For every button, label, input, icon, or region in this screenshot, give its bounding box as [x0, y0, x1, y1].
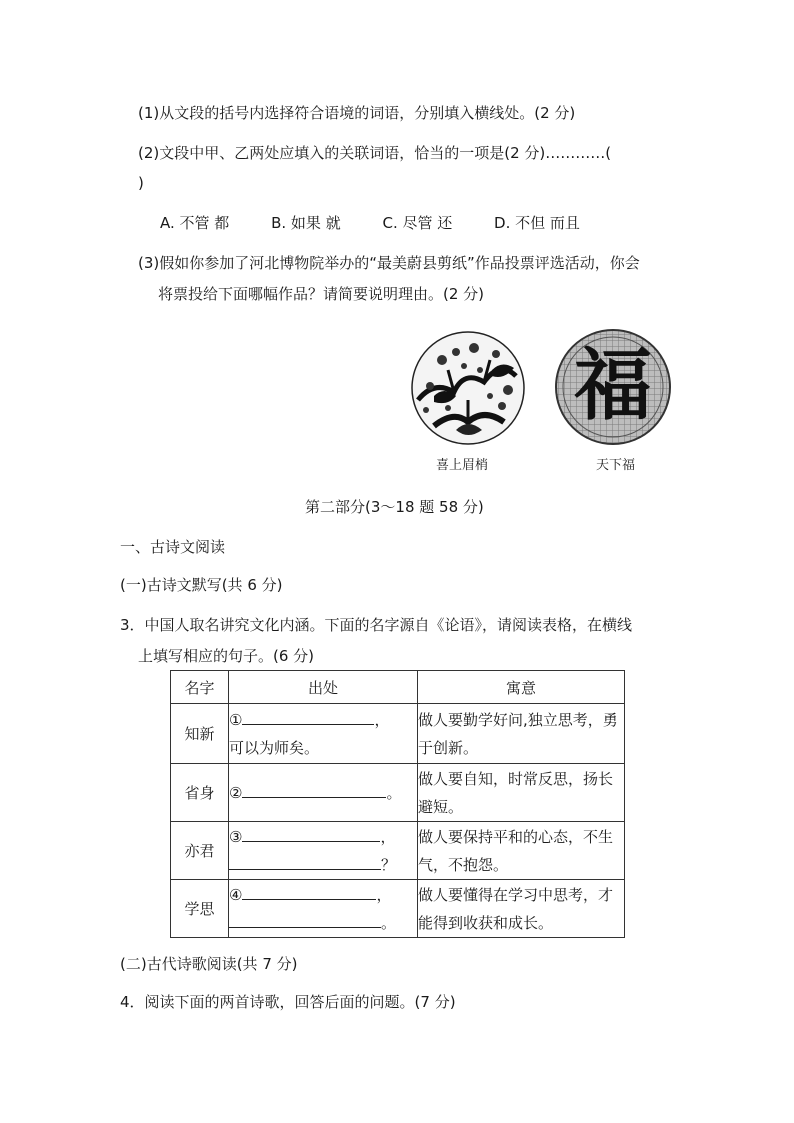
table-row: [171, 880, 625, 938]
papercut-magpie-plum-image: [404, 330, 532, 446]
row-meaning: 做人要保持平和的心态，不生气，不抱怨。: [418, 822, 625, 880]
row-meaning: 做人要自知，时常反思，扬长避短。: [418, 764, 625, 822]
header-name: 名字: [171, 671, 229, 704]
option-a: A. 不管 都: [160, 214, 230, 232]
question-1-text: (1)从文段的括号内选择符合语境的词语，分别填入横线处。(2 分): [138, 104, 576, 122]
row-source: ③ ， ？: [229, 822, 418, 880]
option-d: D. 不但 而且: [494, 214, 580, 232]
question-2-text: (2)文段中甲、乙两处应填入的关联词语，恰当的一项是(2 分)…………(: [138, 144, 612, 162]
fill-blank-3b[interactable]: [229, 853, 381, 870]
header-meaning: 寓意: [418, 671, 625, 704]
fill-blank-3a[interactable]: [242, 825, 380, 842]
table-header-row: [171, 671, 625, 704]
fill-blank-4a[interactable]: [242, 883, 376, 900]
question-3-text: (3)假如你参加了河北博物院举办的“最美蔚县剪纸”作品投票评选活动，你会: [138, 254, 640, 272]
row-meaning: 做人要勤学好问,独立思考，勇于创新。: [418, 704, 625, 764]
subsection-heading-recitation: (一)古诗文默写(共 6 分): [120, 576, 283, 594]
row-source: ④ ， 。: [229, 880, 418, 938]
header-source: 出处: [229, 671, 418, 704]
question-3-text-cont: 将票投给下面哪幅作品？请简要说明理由。(2 分): [158, 285, 485, 303]
section-heading-ancient-poetry: 一、古诗文阅读: [120, 538, 226, 556]
fill-blank-4b[interactable]: [229, 911, 381, 928]
table-row: [171, 822, 625, 880]
row-name: 亦君: [171, 822, 229, 880]
left-image-caption: 喜上眉梢: [436, 458, 489, 473]
row-name: 知新: [171, 704, 229, 764]
row-meaning: 做人要懂得在学习中思考，才能得到收获和成长。: [418, 880, 625, 938]
question-2-bracket-close: ): [138, 174, 144, 192]
subsection-heading-poetry-reading: (二)古代诗歌阅读(共 7 分): [120, 955, 298, 973]
fu-character-glyph: 福: [573, 340, 652, 431]
fill-blank-1[interactable]: [242, 708, 374, 725]
right-image-caption: 天下福: [596, 458, 636, 473]
answer-options: [160, 212, 617, 233]
fill-blank-2[interactable]: [242, 781, 386, 798]
option-b: B. 如果 就: [271, 214, 341, 232]
question-3-prompt: 3．中国人取名讲究文化内涵。下面的名字源自《论语》，请阅读表格，在横线: [120, 616, 633, 634]
table-row: [171, 764, 625, 822]
analects-names-table: [170, 670, 625, 938]
row-source: ② 。: [229, 764, 418, 822]
option-c: C. 尽管 还: [382, 214, 453, 232]
row-name: 学思: [171, 880, 229, 938]
part-two-title: 第二部分(3～18 题 58 分): [305, 498, 484, 516]
question-4-prompt: 4．阅读下面的两首诗歌，回答后面的问题。(7 分): [120, 993, 456, 1011]
row-name: 省身: [171, 764, 229, 822]
row-source: ① ， 可以为师矣。: [229, 704, 418, 764]
question-3-prompt-cont: 上填写相应的句子。(6 分): [138, 647, 315, 665]
table-row: [171, 704, 625, 764]
